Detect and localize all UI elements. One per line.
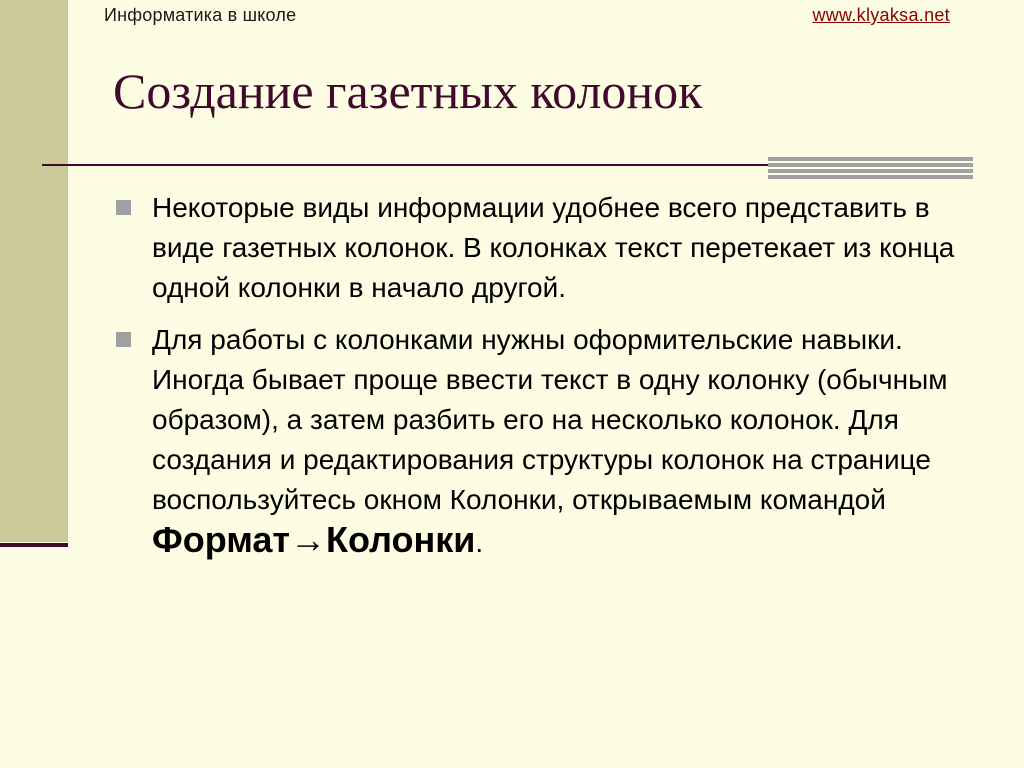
title-stripes-decoration (768, 157, 973, 179)
side-accent-line (0, 543, 68, 547)
menu-command: Формат→Колонки (152, 519, 476, 560)
bullet-list (116, 188, 976, 575)
bullet-item-2 (116, 320, 976, 563)
square-bullet-icon (116, 200, 131, 215)
bullet-item-1 (116, 188, 976, 308)
bullet-text-2: Для работы с колонками нужны оформительские навыки. Иногда бывает проще ввести текст в одну колонку (обычным образом), а затем разбить его на несколько колонок. Для создания и редактирования структуры колонок на странице воспользуйтесь окном Колонки, открываемым командой (152, 324, 948, 515)
bullet-text-1: Некоторые виды информации удобнее всего представить в виде газетных колонок. В колонках текст перетекает из конца одной колонки в начало другой. (152, 192, 955, 303)
bullet-text-2-end: . (475, 527, 484, 558)
header-school-label: Информатика в школе (104, 5, 297, 25)
slide-title: Создание газетных колонок (113, 63, 703, 119)
header-site-link[interactable]: www.klyaksa.net (812, 5, 950, 25)
title-underline (42, 164, 768, 166)
side-band (0, 0, 68, 542)
square-bullet-icon (116, 332, 131, 347)
